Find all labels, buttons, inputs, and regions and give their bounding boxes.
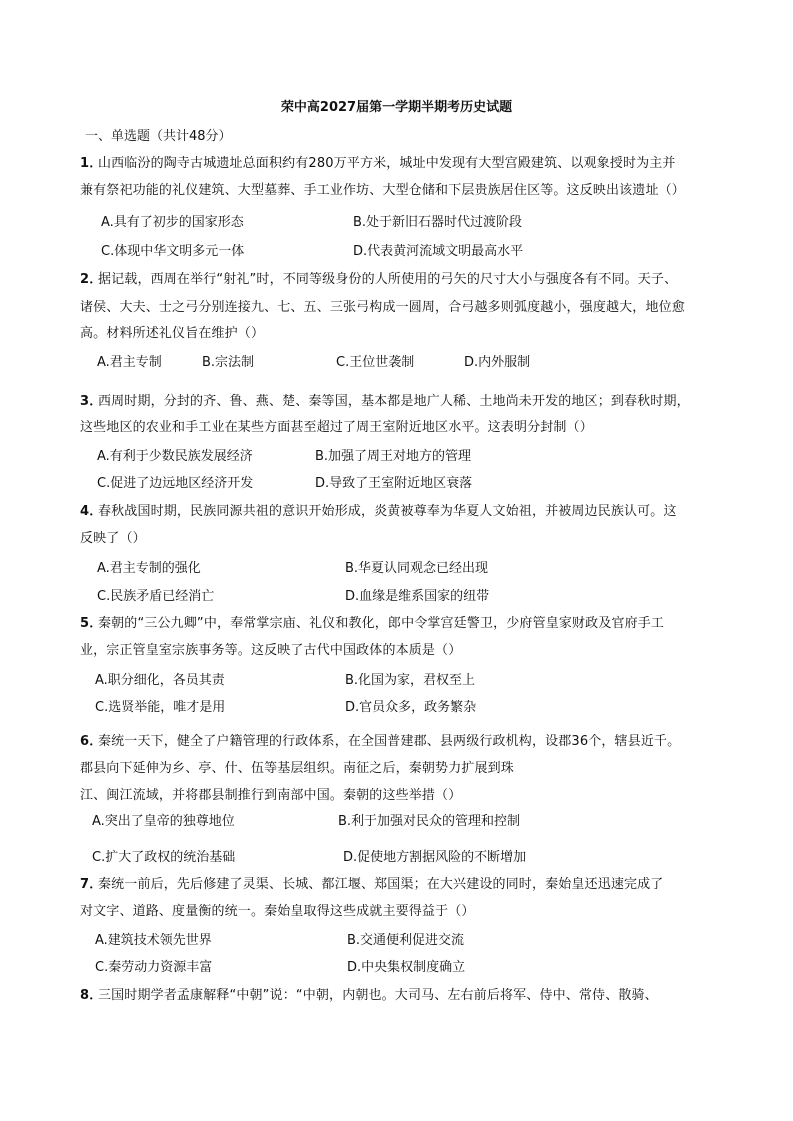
question-text: 春秋战国时期，民族同源共祖的意识开始形成，炎黄被尊奉为华夏人文始祖，并被周边民族认可。这 bbox=[98, 504, 677, 519]
option-d: D.促使地方割据风险的不断增加 bbox=[343, 850, 527, 865]
question-text: 据记载，西周在举行“射礼”时，不同等级身份的人所使用的弓矢的尺寸大小与强度各有不同。天子、 bbox=[98, 272, 678, 287]
question-number: 8． bbox=[80, 988, 103, 1003]
question-number: 2． bbox=[80, 272, 103, 287]
option-b: B.化国为家，君权至上 bbox=[345, 673, 476, 688]
option-a: A.有利于少数民族发展经济 bbox=[97, 449, 253, 464]
option-a: A.职分细化，各员其责 bbox=[95, 673, 225, 688]
question-text: 诸侯、大夫、士之弓分别连接九、七、五、三张弓构成一圆周，合弓越多则弧度越小，强度越大，地位愈 bbox=[80, 300, 685, 315]
option-b: B.利于加强对民众的管理和控制 bbox=[338, 814, 521, 829]
option-d: D.血缘是维系国家的纽带 bbox=[345, 589, 490, 604]
question-number: 5． bbox=[80, 616, 103, 631]
question-number: 3． bbox=[80, 394, 103, 409]
question-text: 反映了（） bbox=[80, 531, 146, 546]
section-heading: 一、单选题（共计48分） bbox=[85, 129, 232, 144]
option-b: B.处于新旧石器时代过渡阶段 bbox=[353, 215, 523, 230]
option-c: C.扩大了政权的统治基础 bbox=[92, 850, 236, 865]
question-text: 兼有祭祀功能的礼仪建筑、大型墓葬、手工业作坊、大型仓储和下层贵族居住区等。这反映出该遗址（） bbox=[80, 183, 685, 198]
option-c: C.民族矛盾已经消亡 bbox=[97, 589, 215, 604]
option-b: B.交通便利促进交流 bbox=[347, 933, 465, 948]
option-a: A.建筑技术领先世界 bbox=[95, 933, 212, 948]
question-text: 秦统一天下，健全了户籍管理的行政体系，在全国普建郡、县两级行政机构，设郡36个，辖县近千。 bbox=[98, 734, 681, 749]
option-b: B.华夏认同观念已经出现 bbox=[345, 561, 489, 576]
question-text: 这些地区的农业和手工业在某些方面甚至超过了周王室附近地区水平。这表明分封制（） bbox=[80, 420, 593, 435]
option-c: C.秦劳动力资源丰富 bbox=[95, 960, 213, 975]
question-text: 高。材料所述礼仪旨在维护（） bbox=[80, 326, 265, 341]
question-number: 1． bbox=[80, 156, 103, 171]
question-text: 业，宗正管皇室宗族事务等。这反映了古代中国政体的本质是（） bbox=[80, 643, 462, 658]
question-text: 秦朝的“三公九卿”中，奉常掌宗庙、礼仪和教化，郎中令掌宫廷警卫，少府管皇家财政及官府手工 bbox=[98, 616, 665, 631]
option-c: C.选贤举能，唯才是用 bbox=[95, 700, 226, 715]
question-text: 郡县向下延伸为乡、亭、什、伍等基层组织。南征之后，秦朝势力扩展到珠 bbox=[80, 761, 514, 776]
question-text: 江、闽江流域，并将郡县制推行到南部中国。秦朝的这些举措（） bbox=[80, 788, 462, 803]
exam-title: 荣中高2027届第一学期半期考历史试题 bbox=[280, 100, 513, 115]
option-d: D.导致了王室附近地区衰落 bbox=[315, 476, 473, 491]
option-a: A.君主专制 bbox=[97, 355, 162, 370]
question-text: 山西临汾的陶寺古城遗址总面积约有280万平方米，城址中发现有大型宫殿建筑、以观象授时为主并 bbox=[98, 156, 676, 171]
option-c: C.体现中华文明多元一体 bbox=[101, 244, 245, 259]
option-d: D.官员众多，政务繁杂 bbox=[345, 700, 477, 715]
option-d: D.中央集权制度确立 bbox=[347, 960, 466, 975]
option-b: B.加强了周王对地方的管理 bbox=[315, 449, 472, 464]
question-text: 对文字、道路、度量衡的统一。秦始皇取得这些成就主要得益于（） bbox=[80, 904, 475, 919]
question-text: 秦统一前后，先后修建了灵渠、长城、都江堰、郑国渠；在大兴建设的同时，秦始皇还迅速完成了 bbox=[98, 877, 664, 892]
option-a: A.君主专制的强化 bbox=[97, 561, 201, 576]
option-a: A.具有了初步的国家形态 bbox=[101, 215, 244, 230]
question-number: 4． bbox=[80, 504, 103, 519]
option-d: D.内外服制 bbox=[464, 355, 531, 370]
option-a: A.突出了皇帝的独尊地位 bbox=[92, 814, 235, 829]
option-c: C.促进了边远地区经济开发 bbox=[97, 476, 254, 491]
question-number: 6． bbox=[80, 734, 103, 749]
option-b: B.宗法制 bbox=[202, 355, 255, 370]
question-text: 西周时期，分封的齐、鲁、燕、楚、秦等国，基本都是地广人稀、土地尚未开发的地区；到春秋时期， bbox=[98, 394, 690, 409]
question-number: 7． bbox=[80, 877, 103, 892]
option-d: D.代表黄河流域文明最高水平 bbox=[353, 244, 524, 259]
option-c: C.王位世袭制 bbox=[336, 355, 415, 370]
question-text: 三国时期学者孟康解释“中朝”说：“中朝，内朝也。大司马、左右前后将军、侍中、常侍、散骑、 bbox=[98, 988, 658, 1003]
